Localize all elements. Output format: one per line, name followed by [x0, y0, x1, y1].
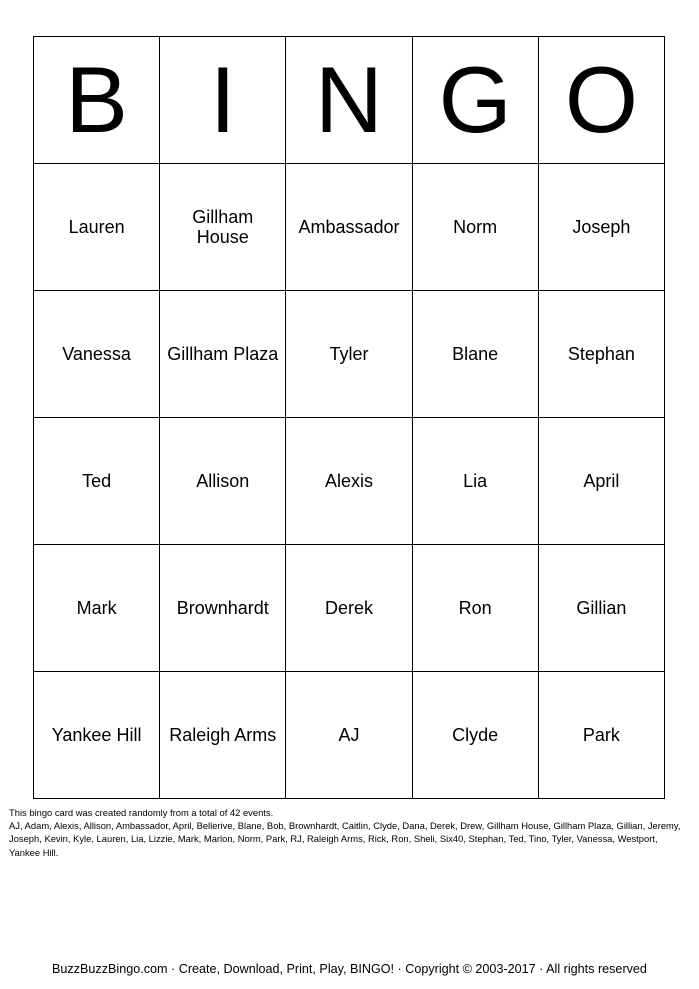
header-letter-o: O: [538, 37, 664, 164]
header-letter-g: G: [412, 37, 538, 164]
header-letter-n: N: [286, 37, 412, 164]
bingo-cell: Mark: [34, 545, 160, 672]
bingo-cell: Norm: [412, 164, 538, 291]
bingo-cell: Park: [538, 672, 664, 799]
bingo-cell: Joseph: [538, 164, 664, 291]
footnote-intro: This bingo card was created randomly from a total of 42 events.: [9, 807, 274, 818]
bingo-cell: Allison: [160, 418, 286, 545]
bingo-cell: Yankee Hill: [34, 672, 160, 799]
bingo-cell: AJ: [286, 672, 412, 799]
header-letter-i: I: [160, 37, 286, 164]
bingo-cell: Vanessa: [34, 291, 160, 418]
bingo-cell: April: [538, 418, 664, 545]
bingo-cell: Ambassador: [286, 164, 412, 291]
bingo-cell: Alexis: [286, 418, 412, 545]
bingo-card: [33, 36, 665, 799]
page-footer: BuzzBuzzBingo.com · Create, Download, Print, Play, BINGO! · Copyright © 2003-2017 · All rights reserved: [52, 962, 647, 976]
bingo-row-3: [34, 418, 665, 545]
bingo-row-5: [34, 672, 665, 799]
bingo-cell: Lia: [412, 418, 538, 545]
bingo-cell: Stephan: [538, 291, 664, 418]
bingo-cell: Gillian: [538, 545, 664, 672]
bingo-cell: Tyler: [286, 291, 412, 418]
bingo-cell: Ted: [34, 418, 160, 545]
bingo-cell: Blane: [412, 291, 538, 418]
bingo-cell: Derek: [286, 545, 412, 672]
header-letter-b: B: [34, 37, 160, 164]
bingo-cell: Ron: [412, 545, 538, 672]
bingo-cell: Raleigh Arms: [160, 672, 286, 799]
bingo-cell: Gillham House: [160, 164, 286, 291]
bingo-cell: Gillham Plaza: [160, 291, 286, 418]
bingo-cell: Brownhardt: [160, 545, 286, 672]
bingo-row-1: [34, 164, 665, 291]
bingo-row-4: [34, 545, 665, 672]
bingo-header-row: [34, 37, 665, 164]
bingo-row-2: [34, 291, 665, 418]
footnote-event-list: AJ, Adam, Alexis, Allison, Ambassador, April, Bellerive, Blane, Bob, Brownhardt, Caitlin, Clyde, Dana, Derek, Drew, Gillham House, Gillham Plaza, Gillian, Jeremy, Joseph, Kevin, Kyle, Lauren, Lia, Lizzie, Mark, Marlon, Norm, Park, RJ, Raleigh Arms, Rick, Ron, Sheli, Six40, Stephan, Ted, Tino, Tyler, Vanessa, Westport, Yankee Hill.: [9, 820, 681, 858]
card-footnote: [9, 806, 689, 859]
bingo-cell: Clyde: [412, 672, 538, 799]
bingo-cell: Lauren: [34, 164, 160, 291]
